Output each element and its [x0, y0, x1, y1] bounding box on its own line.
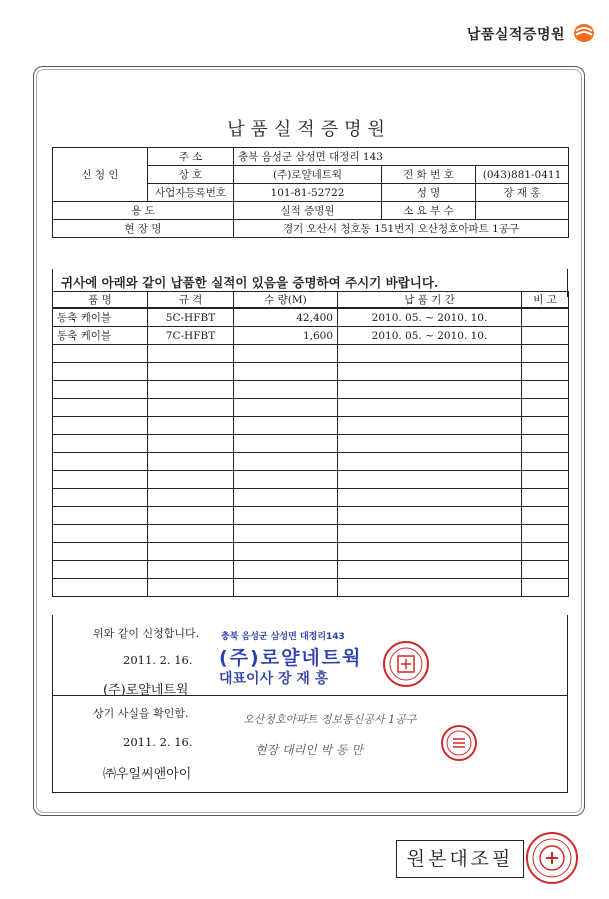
item-spec: 7C-HFBT	[148, 327, 234, 345]
copies-value	[476, 202, 569, 220]
apply-text: 위와 같이 신청합니다.	[93, 627, 200, 640]
verification-seal-icon	[526, 832, 578, 884]
table-row	[53, 561, 569, 579]
table-row	[53, 507, 569, 525]
copies-label: 소 요 부 수	[382, 202, 476, 220]
document-frame	[33, 66, 585, 816]
table-row	[53, 345, 569, 363]
stamp-address: 충북 음성군 삼성면 대정리143	[221, 632, 345, 642]
item-qty: 1,600	[234, 327, 338, 345]
table-row	[53, 579, 569, 597]
usage-value: 실적 증명원	[234, 202, 382, 220]
applicant-label: 신 청 인	[53, 148, 148, 202]
top-header	[0, 18, 609, 48]
item-name: 동축 케이블	[53, 308, 148, 327]
item-qty: 42,400	[234, 308, 338, 327]
company-label: 상 호	[148, 166, 234, 184]
company-value: (주)로얄네트웍	[234, 166, 382, 184]
item-period: 2010. 05. ~ 2010. 10.	[338, 308, 522, 327]
col-header-note: 비 고	[522, 292, 569, 309]
table-row	[53, 417, 569, 435]
table-row	[53, 471, 569, 489]
table-row	[53, 381, 569, 399]
phone-value: (043)881-0411	[476, 166, 569, 184]
items-table	[52, 291, 569, 597]
table-row	[53, 525, 569, 543]
table-row	[53, 453, 569, 471]
item-note	[522, 327, 569, 345]
col-header-qty: 수 량(M)	[234, 292, 338, 309]
original-verified-box: 원본대조필	[396, 840, 524, 878]
site-label: 현 장 명	[53, 220, 234, 238]
applicant-table	[52, 147, 569, 238]
site-value: 경기 오산시 청호동 151번지 오산청호아파트 1공구	[234, 220, 569, 238]
handwritten-line-2: 현장 대리인 박 동 만	[255, 743, 363, 757]
table-row	[53, 363, 569, 381]
confirm-text: 상기 사실을 확인함.	[93, 707, 189, 720]
phone-label: 전 화 번 호	[382, 166, 476, 184]
name-value: 장 재 홍	[476, 184, 569, 202]
table-row	[53, 399, 569, 417]
table-row	[53, 435, 569, 453]
address-value: 충북 음성군 삼성면 대정리 143	[234, 148, 569, 166]
table-row	[53, 489, 569, 507]
col-header-period: 납 품 기 간	[338, 292, 522, 309]
document-title: 납품실적증명원	[227, 119, 391, 140]
apply-company: (주)로얄네트웍	[103, 683, 189, 698]
usage-label: 용 도	[53, 202, 234, 220]
regno-label: 사업자등록번호	[148, 184, 234, 202]
manager-seal-icon	[441, 725, 477, 761]
company-seal-icon	[383, 641, 429, 687]
confirm-date: 2011. 2. 16.	[123, 735, 193, 749]
signature-section	[52, 615, 568, 793]
item-note	[522, 308, 569, 327]
item-name: 동축 케이블	[53, 327, 148, 345]
name-label: 성 명	[382, 184, 476, 202]
stamp-ceo: 대표이사 장 재 홍	[219, 671, 329, 687]
confirm-company: ㈜우일씨앤아이	[103, 767, 192, 782]
address-label: 주 소	[148, 148, 234, 166]
item-spec: 5C-HFBT	[148, 308, 234, 327]
stamp-company: (주)로얄네트웍	[219, 647, 363, 669]
col-header-item: 품 명	[53, 292, 148, 309]
apply-date: 2011. 2. 16.	[123, 653, 193, 667]
orange-swirl-logo-icon	[573, 22, 595, 44]
regno-value: 101-81-52722	[234, 184, 382, 202]
col-header-spec: 규 격	[148, 292, 234, 309]
table-row	[53, 327, 569, 345]
table-row	[53, 543, 569, 561]
handwritten-line-1: 오산청호아파트 정보통신공사 1공구	[243, 713, 417, 726]
request-statement: 귀사에 아래와 같이 납품한 실적이 있음을 증명하여 주시기 바랍니다.	[52, 269, 568, 297]
header-title: 납품실적증명원	[466, 27, 565, 43]
table-row	[53, 308, 569, 327]
item-period: 2010. 05. ~ 2010. 10.	[338, 327, 522, 345]
